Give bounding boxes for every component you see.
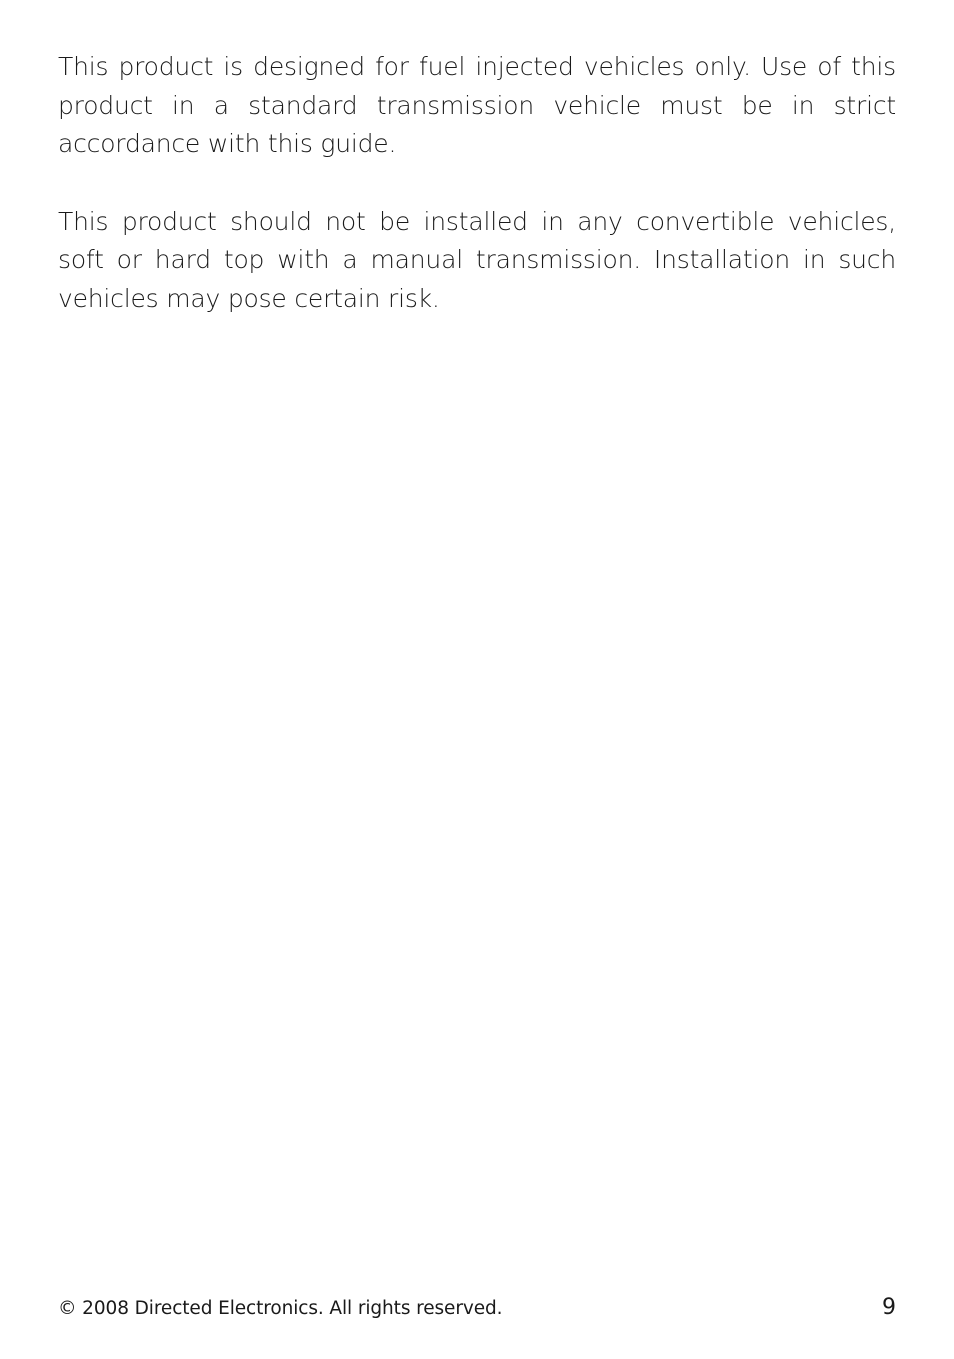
page-number: 9 [882,1295,896,1320]
page-footer [58,1295,896,1320]
paragraph-convertible-warning: This product should not be installed in any convertible vehicles, soft or hard top with a manual transmission. Installation in such vehicles may pose certain risk. [58,206,896,313]
paragraph-fuel-injection: This product is designed for fuel injected vehicles only. Use of this product in a standard transmission vehicle must be in strict accordance with this guide. [58,52,896,158]
page-content [58,48,896,357]
copyright-notice: © 2008 Directed Electronics. All rights reserved. [58,1298,503,1319]
